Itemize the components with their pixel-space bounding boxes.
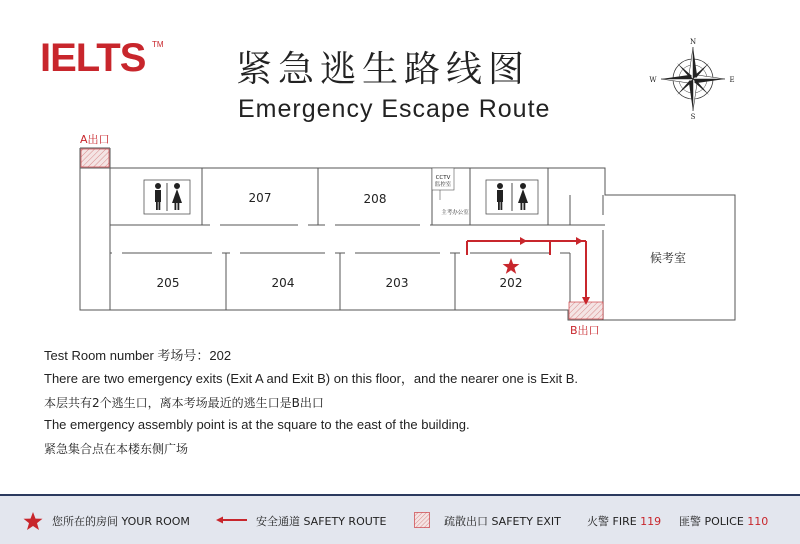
room-203: 203	[385, 276, 409, 290]
legend-police	[679, 515, 768, 529]
cctv-room-label: 监控室	[434, 182, 452, 188]
room-202: 202	[499, 276, 523, 290]
exits-info-en: There are two emergency exits (Exit A and Exit B) on this floor，and the nearer one is Exit B.	[44, 371, 578, 386]
police-label: 匪警 POLICE	[679, 515, 744, 528]
exam-office-label: 主考办公室	[441, 210, 469, 216]
your-room-star-icon	[503, 258, 520, 274]
logo-trademark: TM	[152, 40, 164, 49]
compass-s: S	[690, 113, 696, 121]
ielts-logo: IELTS	[40, 36, 146, 80]
safety-route	[467, 237, 590, 305]
room-205: 205	[156, 276, 180, 290]
title-chinese: 紧急逃生路线图	[236, 49, 531, 90]
police-number: 110	[747, 515, 769, 528]
star-icon	[22, 511, 44, 531]
legend-fire	[587, 515, 661, 529]
exit-a-hatch	[81, 149, 109, 167]
room-207: 207	[248, 191, 272, 205]
arrow-left-icon	[216, 516, 248, 524]
title-english: Emergency Escape Route	[238, 95, 551, 123]
cctv-label: CCTV	[435, 175, 451, 181]
exit-b-label: B出口	[570, 324, 600, 337]
assembly-point-cn: 紧急集合点在本楼东侧广场	[44, 442, 189, 456]
compass-n: N	[689, 38, 697, 46]
room-208: 208	[363, 192, 387, 206]
exits-info-cn: 本层共有2个逃生口，离本考场最近的逃生口是B出口	[44, 396, 324, 410]
assembly-point-en: The emergency assembly point is at the square to the east of the building.	[44, 417, 470, 432]
legend-safety-exit: 疏散出口 SAFETY EXIT	[444, 515, 561, 528]
fire-number: 119	[640, 515, 662, 528]
hatch-icon	[414, 512, 430, 528]
test-room-number: Test Room number 考场号：202	[44, 348, 232, 363]
legend-your-room: 您所在的房间 YOUR ROOM	[52, 515, 190, 528]
compass-e: E	[729, 76, 735, 84]
toilet-icon	[486, 180, 538, 214]
room-204: 204	[271, 276, 295, 290]
waiting-room: 候考室	[649, 251, 687, 265]
legend-safety-route: 安全通道 SAFETY ROUTE	[256, 515, 387, 528]
toilet-icon	[144, 180, 190, 214]
compass-w: W	[649, 76, 657, 84]
fire-label: 火警 FIRE	[587, 515, 637, 528]
legend-bar	[0, 494, 800, 544]
exit-a-label: A出口	[80, 133, 110, 146]
